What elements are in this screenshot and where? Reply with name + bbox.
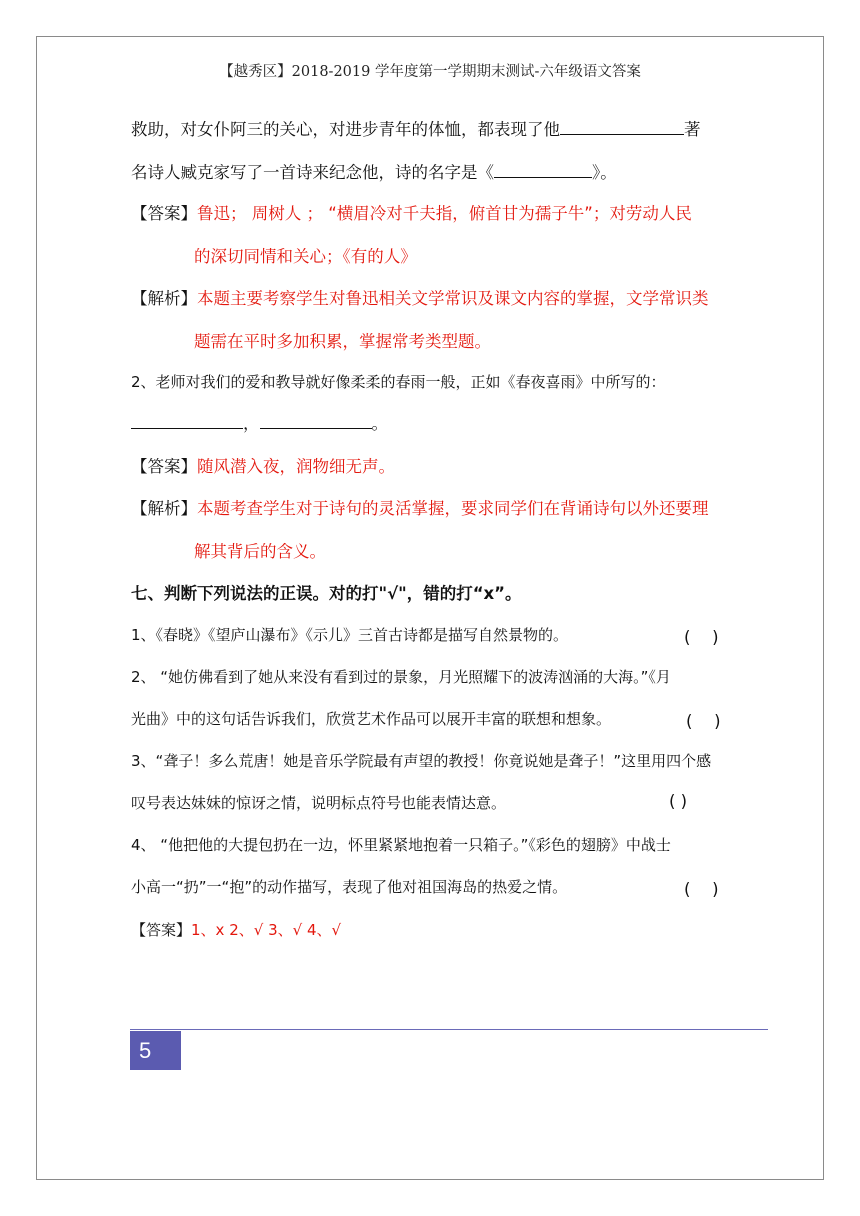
question-text: 著 — [684, 120, 701, 139]
answer-blank — [131, 411, 243, 429]
page-header: 【越秀区】2018-2019 学年度第一学期期末测试-六年级语文答案 — [219, 64, 641, 80]
judge-item-1: 1、《春晓》《望庐山瀑布》《示儿》三首古诗都是描写自然景物的。 — [131, 626, 569, 644]
analysis-line — [131, 495, 709, 519]
answer-blank — [260, 411, 372, 429]
judge-item-2: 2、 “她仿佛看到了她从来没有看到过的景象，月光照耀下的波涛汹涌的大海。”《月 — [131, 668, 671, 686]
answer-text: 随风潜入夜，润物细无声。 — [197, 457, 395, 476]
analysis-text: 解其背后的含义。 — [194, 542, 326, 561]
question-text: 救助，对女仆阿三的关心，对进步青年的体恤，都表现了他 — [131, 120, 560, 139]
answer-line — [131, 919, 341, 940]
judge-paren: ( ) — [684, 880, 719, 899]
answer-tag: 【答案】 — [131, 204, 197, 223]
analysis-line — [131, 285, 709, 309]
section-title: 七、判断下列说法的正误。对的打"√"，错的打“x”。 — [131, 584, 522, 603]
analysis-text: 本题考查学生对于诗句的灵活掌握，要求同学们在背诵诗句以外还要理 — [197, 499, 709, 518]
question-line — [131, 159, 617, 183]
judge-item-4-cont: 小高一“扔”一“抱”的动作描写，表现了他对祖国海岛的热爱之情。 — [131, 878, 568, 896]
question-text: 2、老师对我们的爱和教导就好像柔柔的春雨一般，正如《春夜喜雨》中所写的： — [131, 373, 666, 391]
answer-line — [131, 453, 395, 477]
question-text: 。 — [371, 414, 388, 433]
analysis-text: 本题主要考察学生对鲁迅相关文学常识及课文内容的掌握，文学常识类 — [197, 289, 709, 308]
judge-paren: ( ) — [684, 628, 719, 647]
footer-divider — [130, 1029, 768, 1030]
analysis-tag: 【解析】 — [131, 499, 197, 518]
question-blanks — [131, 410, 388, 434]
answer-tag: 【答案】 — [131, 457, 197, 476]
answer-tag: 【答案】 — [131, 921, 192, 939]
answer-line — [131, 200, 692, 224]
answer-text: 的深切同情和关心；《有的人》 — [194, 247, 417, 266]
question-text: ， — [243, 414, 260, 433]
question-line — [131, 116, 701, 140]
judge-paren: ( ) — [669, 792, 688, 811]
judge-item-3: 3、“聋子！多么荒唐！她是音乐学院最有声望的教授！你竟说她是聋子！”这里用四个感 — [131, 752, 712, 770]
judge-item-2-cont: 光曲》中的这句话告诉我们，欣赏艺术作品可以展开丰富的联想和想象。 — [131, 710, 612, 728]
answer-text: 1、x 2、√ 3、√ 4、√ — [191, 921, 342, 939]
question-text: 名诗人臧克家写了一首诗来纪念他，诗的名字是《 — [131, 163, 494, 182]
answer-blank — [560, 117, 684, 135]
judge-item-3-cont: 叹号表达妹妹的惊讶之情，说明标点符号也能表情达意。 — [131, 794, 507, 812]
answer-text: 鲁迅； 周树人 ； “横眉冷对千夫指，俯首甘为孺子牛”；对劳动人民 — [197, 204, 692, 223]
judge-paren: ( ) — [686, 712, 721, 731]
question-text: 》。 — [592, 163, 617, 182]
analysis-text: 题需在平时多加积累，掌握常考类型题。 — [194, 332, 491, 351]
judge-item-4: 4、 “他把他的大提包扔在一边，怀里紧紧地抱着一只箱子。”《彩色的翅膀》中战士 — [131, 836, 671, 854]
answer-blank — [494, 160, 592, 178]
analysis-tag: 【解析】 — [131, 289, 197, 308]
page-number: 5 — [130, 1031, 181, 1070]
